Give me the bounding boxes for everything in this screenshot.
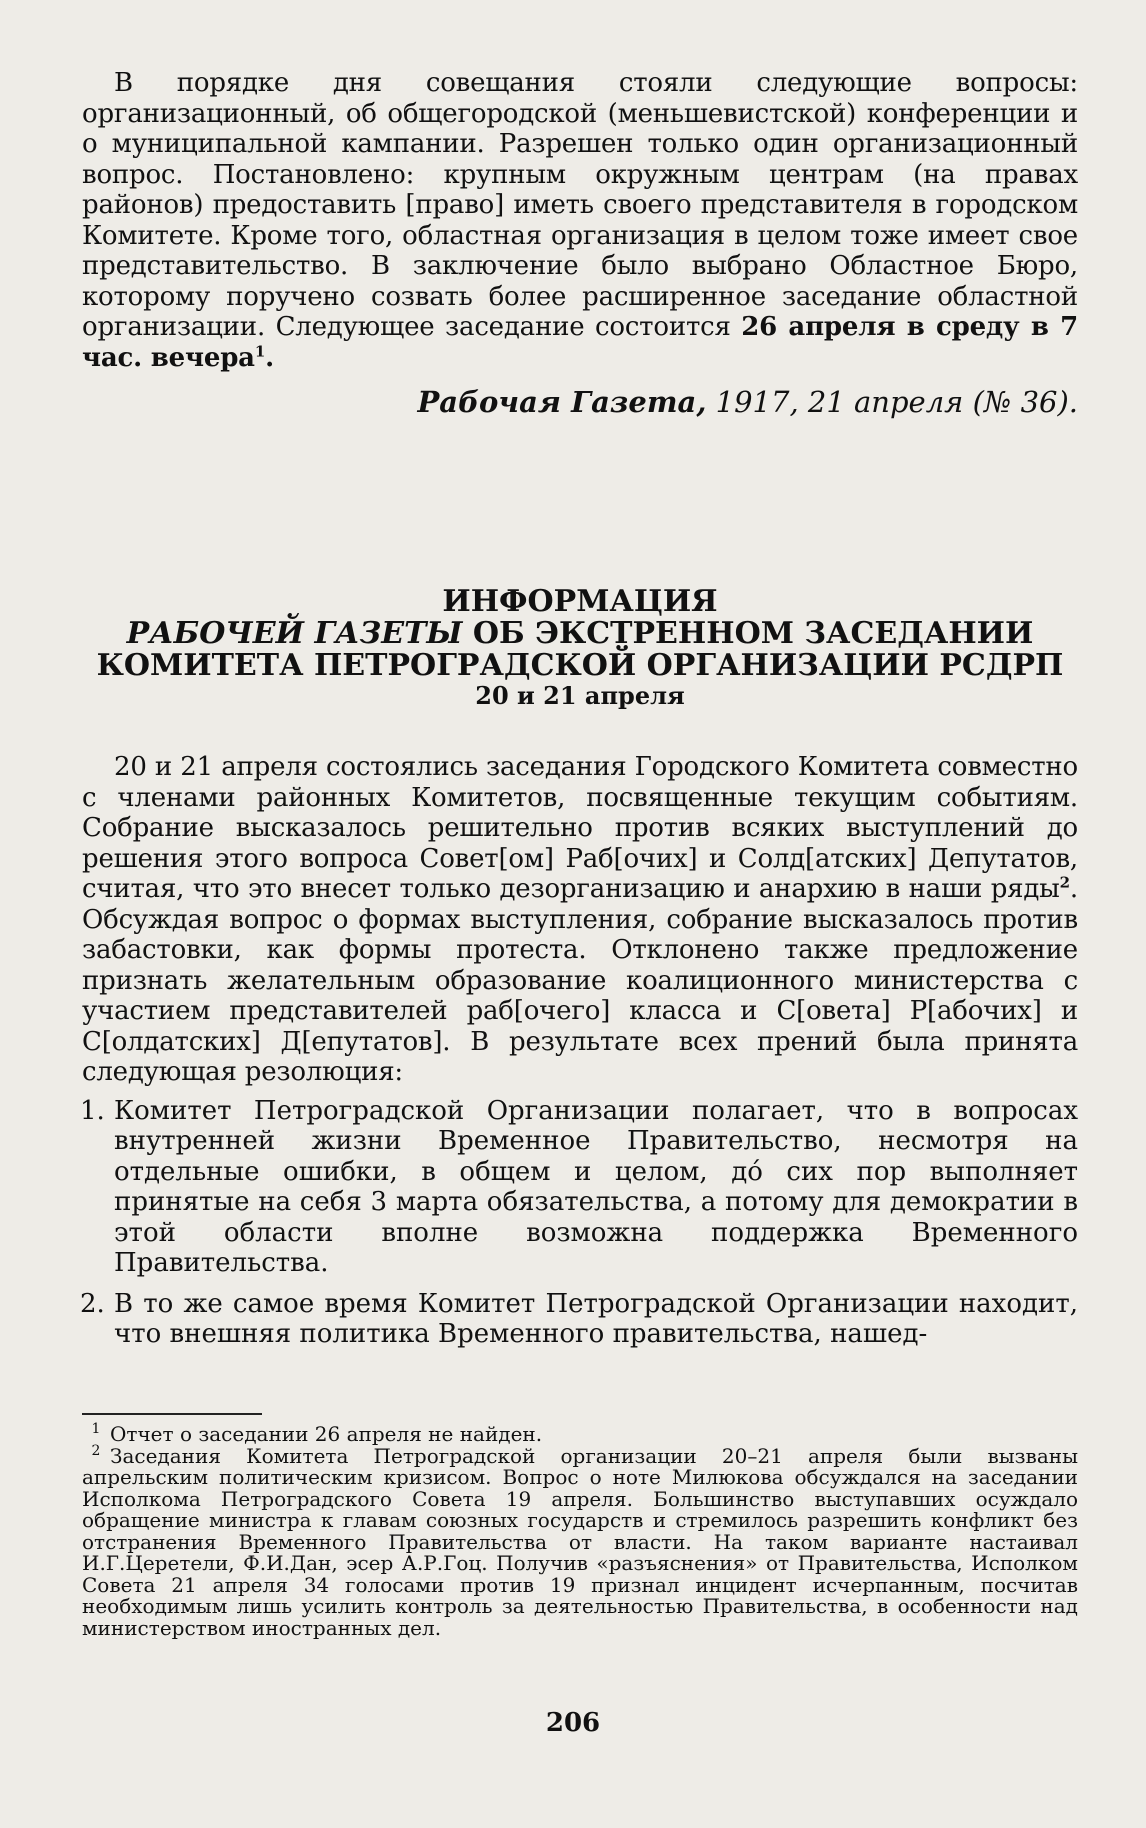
resolution-item: 1. Комитет Петроградской Организации полагает, что в вопросах внутренней жизни Временное Правительство, несмотря на отдельные ошибки, в общем и целом, до́ сих пор выполняет принятые на себя 3 марта обязательства, а потому для демократии в этой области вполне возможна поддержка Временного Правительства.: [80, 1095, 1078, 1278]
source-citation: [82, 385, 1078, 419]
meeting-date: 26 апреля в среду в 7 час. вечера: [82, 312, 1078, 373]
footnote-2: 2 Заседания Комитета Петроградской организации 20–21 апреля были вызваны апрельским политическим кризисом. Вопрос о ноте Милюкова обсуждался на заседании Исполкома Петроградского Совета 19 апреля. Большинство выступавших осуждало обращение министра к главам союзных государств и стремилось разрешить конфликт без отстранения Временного Правительства от власти. На таком варианте настаивал И.Г.Церетели, Ф.И.Дан, эсер А.Р.Гоц. Получив «разъяснения» от Правительства, Исполком Совета 21 апреля 34 голосами против 19 признал инцидент исчерпанным, посчитав необходимым лишь усилить контроль за деятельностью Правительства, в особенности над министерством иностранных дел.: [82, 1442, 1078, 1640]
footnote-divider: [82, 1413, 262, 1415]
footnote-1: 1 Отчет о заседании 26 апреля не найден.: [91, 1421, 543, 1446]
newspaper-name: РАБОЧЕЙ ГАЗЕТЫ: [126, 616, 463, 651]
source-name: Рабочая Газета,: [417, 385, 707, 419]
section-heading: [82, 586, 1078, 710]
source-details: 1917, 21 апреля (№ 36).: [706, 385, 1078, 419]
resolution-list: [82, 1096, 1078, 1350]
heading-line-2: РАБОЧЕЙ ГАЗЕТЫ ОБ ЭКСТРЕННОМ ЗАСЕДАНИИ: [126, 616, 1034, 651]
heading-line-1: ИНФОРМАЦИЯ: [442, 584, 718, 619]
footnote-ref-2: 2: [1059, 873, 1070, 892]
heading-line-3: КОМИТЕТА ПЕТРОГРАДСКОЙ ОРГАНИЗАЦИИ РСДРП: [96, 648, 1064, 683]
heading-date: 20 и 21 апреля: [475, 681, 685, 710]
resolution-item: 2. В то же самое время Комитет Петроградской Организации находит, что внешняя политика Временного правительства, нашед-: [80, 1288, 1078, 1349]
page-number: 206: [545, 1708, 601, 1738]
footnotes: [82, 1421, 1078, 1640]
body-section: [82, 752, 1078, 1360]
body-paragraph: 20 и 21 апреля состоялись заседания Городского Комитета совместно с членами районных Комитетов, посвященные текущим событиям. Собрание высказалось решительно против всяких выступлений до решения этого вопроса Совет[ом] Раб[очих] и Солд[атских] Депутатов, считая, что это внесет только дезорганизацию и анархию в наши ряды$^2$. Обсуждая вопрос о формах выступления, собрание высказалось против забастовки, как формы протеста. Отклонено также предложение признать желательным образование коалиционного министерства с участием представителей раб[очего] класса и С[овета] Р[абочих] и С[олдатских] Д[епутатов]. В результате всех прений была принята следующая резолюция:: [82, 752, 1078, 1087]
intro-section: [82, 68, 1078, 419]
footnote-ref-1: 1: [254, 341, 266, 360]
intro-paragraph: В порядке дня совещания стояли следующие вопросы: организационный, об общегородской (меньшевистской) конференции и о муниципальной кампании. Разрешен только один организационный вопрос. Постановлено: крупным окружным центрам (на правах районов) предоставить [право] иметь своего представителя в городском Комитете. Кроме того, областная организация в целом тоже имеет свое представительство. В заключение было выбрано Областное Бюро, которому поручено созвать более расширенное заседание областной организации. Следующее заседание состоится 26 апреля в среду в 7 час. вечера$^1$.: [82, 68, 1078, 373]
